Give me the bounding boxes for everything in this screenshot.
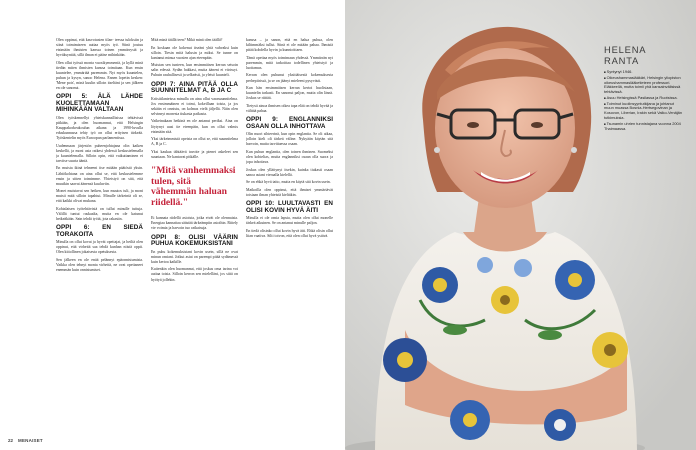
body-paragraph: Joskus olen yllättynyt itsekin, kuinka tiukasti osaan sanoa asiani vieraalla kielellä. [246, 167, 333, 177]
section-heading: OPPI 6: EN SIEDÄ TORAKOITA [56, 224, 143, 238]
profile-fact: ■ Oikeushammaslääkäri, Helsingin yliopiston oikeushammaslääketieteen professori. Eläkkeellä, mutta toimii yhä kansainvälisissä tehtävissä. [604, 76, 684, 96]
section-heading: OPPI 9: ENGLANNIKSI OSAAN OLLA INHOTTAVA [246, 115, 333, 130]
article-text-page [0, 0, 345, 450]
body-paragraph: En muista ikinä tehneeni itse mitään päätöstä yksin. Lähtökohtana on aina ollut se, että keskustelemme ensin ja sitten toimimme. Yhteistyö on sitä, että muutkin saavat äänensä kuuluviin. [56, 166, 143, 186]
section-heading: OPPI 8: OLISI VÄÄRIN PUHUA KOKEMUKSISTANI [151, 233, 238, 248]
body-paragraph: Olen työskennellyt yhteiskunnallisissa tehtävissä pitkään, ja olen huomannut, että Helsingin Kauppakorkeakoulun aikana ja 1990-luvulla eduskunnassa tehty työ on ollut erityisen tärkeää. Työskentelin myös Euroopan parlamentissa. [56, 115, 143, 141]
section-name: MENAISET [18, 438, 43, 443]
body-paragraph: Kerran olen puhunut yksittäisestä kokemuksesta perhepiirissä, ja se on jäänyt mieleeni pysyvästi. [246, 73, 333, 83]
body-paragraph: En tiedä olisinko ollut kovin hyvä äiti. Ehkä olisin ollut liian vaativa. Silti toivon, että olen ollut hyvä ystävä. [246, 228, 333, 238]
profile-fact: ■ Tsunamin uhrien tunnistajana vuonna 2004 Thaimaassa. [604, 122, 684, 132]
body-paragraph: Uudenmaan järjestön puheenjohtajana olin kaiken keskellä, ja moni asia ratkesi yhdessä keskustelemalla ja kuuntelemalla. Silloin opin, että vaikuttaminen ei tarvitse suurta ääntä. [56, 143, 143, 163]
body-paragraph: Matkoilla olen oppinut, että ihmiset ymmärtävät toisiaan ilman yhteistä kieltäkin. [246, 187, 333, 198]
body-paragraph: Yksi tärkeimmistä opeista on ollut se, että suunnitelma A, B ja C. [151, 137, 238, 147]
profile-box [604, 44, 684, 132]
body-paragraph: Kun puhun englantia, olen toinen ihminen. Suomeksi olen kohtelias, mutta englanniksi osaan olla suora ja jopa inhottava. [246, 149, 333, 164]
body-paragraph: Olen ollut työssä monta vuosikymmentä, ja kyllä minä tiedän miten ihmisten kanssa toimitaan. Kun ensin kuuntelee, ymmärtää paremmin. Nyt myös kuuntelen, puhun ja kysyn, sanoo Helena. Ennen lopetin kesken: 'Mene pois', minä kuulin silloin itseltäni ja sen jälkeen en ole sanonut. [56, 60, 143, 91]
profile-name: HELENA RANTA [604, 44, 646, 66]
body-paragraph: kanssa – ja sanon, että en halua puhua, olen kiltimmäksi tullut. Siinä ei ole mitään pahaa. Ihmisiä pitää kohdella hyvin ja kunnioittaen. [246, 38, 333, 53]
body-paragraph: Mitä minä täällä teen? Mikä minä olen täällä? [151, 38, 223, 42]
body-paragraph: Olin nuori sihteerinä, kun opin englantia. Se oli aikaa, jolloin kieli oli tärkeä väline. Nykyään käytän sitä harvoin, mutta tarvittaessa osaan. [246, 132, 333, 147]
profile-facts [604, 70, 684, 132]
portrait-page [345, 0, 696, 450]
body-paragraph: Vaikeinakaan hetkinä en ole antanut periksi. Aina on löytynyt uusi tie eteenpäin, kun on ollut valmis etsimään sitä. [151, 119, 238, 134]
body-paragraph: Tämä opettaa myös toimimaan yhdessä. Ymmärrän nyt paremmin, mitä tarkoittaa todellinen yhteistyö ja luottamus. [246, 55, 333, 70]
section-heading: OPPI 10: LUULTAVASTI EN OLISI KOVIN HYVÄ ÄITI [246, 200, 333, 214]
page-footer [8, 438, 43, 443]
body-paragraph: Minulla on ollut kovat ja hyvät opettajat, ja heiltä olen oppinut, että virheitä saa tehdä kunhan niistä oppii. Olen kiitollinen jokaisesta opetuksesta. [56, 240, 143, 255]
body-paragraph: Se on ehkä hyvä taito, mutta en käytä sitä kovin usein. [246, 180, 331, 185]
article-columns [56, 38, 337, 430]
body-paragraph: Kun hän ensimmäisen kerran kertoi huolistaan, kuuntelin tarkasti. En sanonut paljon, mutta olin läsnä. Joskus se riittää. [246, 86, 333, 101]
body-paragraph: Yksi kaukaa tähtäävä tavoite ja pienet askeleet sen suuntaan. Ne kantavat pitkälle. [151, 149, 238, 159]
pull-quote: "Mitä vanhemmaksi tulen, sitä vähemmän haluan riidellä." [151, 165, 236, 208]
body-paragraph: Tietysti ainoa ihmisen oikea tapa elää on tehdä hyvää ja välttää pahaa. [246, 103, 333, 113]
body-paragraph: Monet muistavat sen hetken, kun muutos tuli, ja moni muisti mitä silloin tapahtui. Minulle tärkeintä oli se, että kaikki olivat mukana. [56, 189, 143, 204]
body-paragraph: Kuitenkin olen huomannut, että joskus oma tarina voi auttaa toisia. Silloin kerron sen mielelläni, jos siitä on hyötyä jollekin. [151, 267, 238, 282]
body-paragraph: Minulla ei ole omia lapsia, mutta olen ollut monelle tärkeä aikuinen. Se on antanut minulle paljon. [246, 216, 333, 226]
section-heading: OPPI 7: AINA PITÄÄ OLLA SUUNNITELMAT A, B JA C [151, 80, 238, 95]
article-column-3 [246, 38, 333, 430]
body-paragraph: Muistan sen tunteen, kun ensimmäisen kerran seisoin salin edessä. Sydän hakkasi, mutta ääneni ei värissyt. Puhuin rauhallisesti ja selkeästi, ja yleisö kuunteli. [151, 63, 238, 78]
body-paragraph: Kriisitilanteissa minulla on aina ollut varasuunnitelma. Jos ensimmäinen ei toimi, kokeillaan toista, ja jos sekään ei onnistu, on kolmas vielä jäljellä. Näin olen selvinnyt monesta tiukasta paikasta. [151, 96, 238, 116]
profile-fact: ■ Syntynyt 1946. [604, 70, 684, 75]
body-paragraph: En puhu kokemuksistani kovin usein, sillä ne ovat minun omiani. Jotkut asiat on parempi pitää sydämessä kuin kertoa kaikille. [151, 249, 238, 264]
article-column-1 [56, 38, 143, 430]
article-column-2 [151, 38, 238, 430]
profile-fact: ■ Toiminut kuolinsyyntutkijana ja johtanut muun muassa Bosnia-Hertsegovinan ja Kosovon, Liberian, Irakin sekä Valko-Venäjän tutkimuksia. [604, 102, 684, 122]
body-paragraph: Kohtalaisen työtehtävistä on tullut minulle tuttuja. Välillä tuntui raskaalta, mutta en ole katunut hetkeäkään. Sain tehdä työtä, jota rakastin. [56, 206, 143, 222]
body-paragraph: Sen jälkeen en ole enää pelännyt epäonnistumista. Vaikka olen tehnyt monta virhettä, ne ovat opettaneet enemmän kuin onnistumiset. [56, 258, 143, 273]
section-heading: OPPI 5: ÄLÄ LÄHDE KUOLETTAMAAN MIHINKÄÄN VALTAAN [56, 93, 143, 114]
body-paragraph: En koskaan ole kokenut itseäni yhtä vahvaksi kuin silloin. Tiesin mitä halusin ja miksi. Se tunne on kantanut minua vuosien ajan eteenpäin. [151, 45, 238, 60]
page-number: 22 [8, 438, 14, 443]
profile-fact: ■ Asuu Helsingissä Pasilassa ja Ruotsissa. [604, 96, 684, 101]
body-paragraph: Olen oppinut, että kasvotusten tilan- teessa tuloksiin ja siinä toimimiseen auttaa myös työ. Siinä joutuu etsimään ihmisten kanssa toinen ymmärrystä ja hyväksyntää, sillä ilman ei pääse mihinkään. [56, 38, 143, 58]
body-paragraph: Ei kannata riidellä asioista, jotka eivät ole olennaisia. Energiaa kannattaa säästää tärkeämpiin asioihin. Riitely vie voimia ja harvoin tuo ratkaisuja. [151, 216, 238, 231]
